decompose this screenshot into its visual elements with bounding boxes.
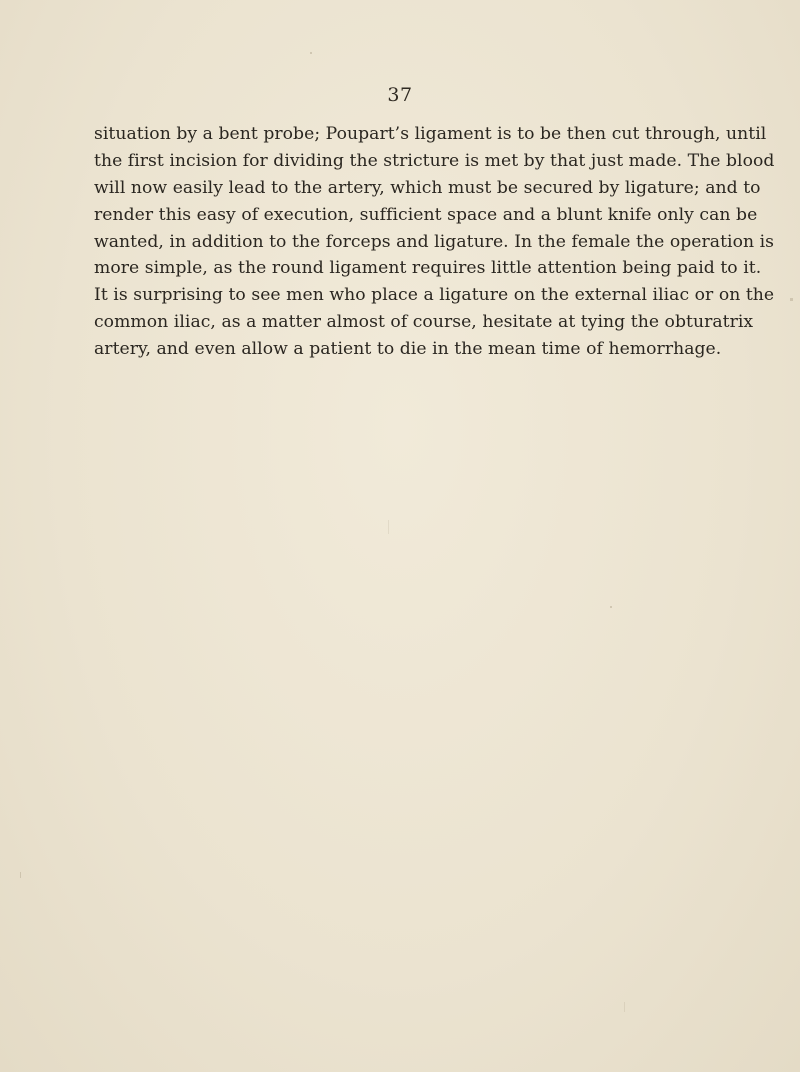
text-line-last: artery, and even allow a patient to die in the mean time of hemorrhage. [94, 339, 722, 360]
text-line: more simple, as the round ligament requires little attention being paid to it. [94, 258, 762, 279]
text-line: common iliac, as a matter almost of course, hesitate at tying the obturatrix [94, 312, 754, 333]
paper-speck [610, 606, 612, 608]
text-line: the first incision for dividing the stricture is met by that just made. The blood [94, 150, 775, 171]
text-line: situation by a bent probe; Poupart’s ligament is to be then cut through, until [94, 124, 767, 144]
text-line: It is surprising to see men who place a ligature on the external iliac or on the [94, 285, 775, 306]
paper-speck [388, 520, 389, 534]
text-line: will now easily lead to the artery, which must be secured by ligature; and to [94, 177, 761, 198]
body-paragraph [94, 121, 775, 363]
paper-speck [790, 298, 793, 301]
paper-speck [624, 1002, 625, 1012]
paper-speck [20, 872, 21, 878]
paper-speck [310, 52, 312, 54]
text-line: wanted, in addition to the forceps and ligature. In the female the operation is [94, 231, 775, 252]
page-number: 37 [387, 84, 413, 106]
text-line: render this easy of execution, sufficient space and a blunt knife only can be [94, 204, 758, 225]
